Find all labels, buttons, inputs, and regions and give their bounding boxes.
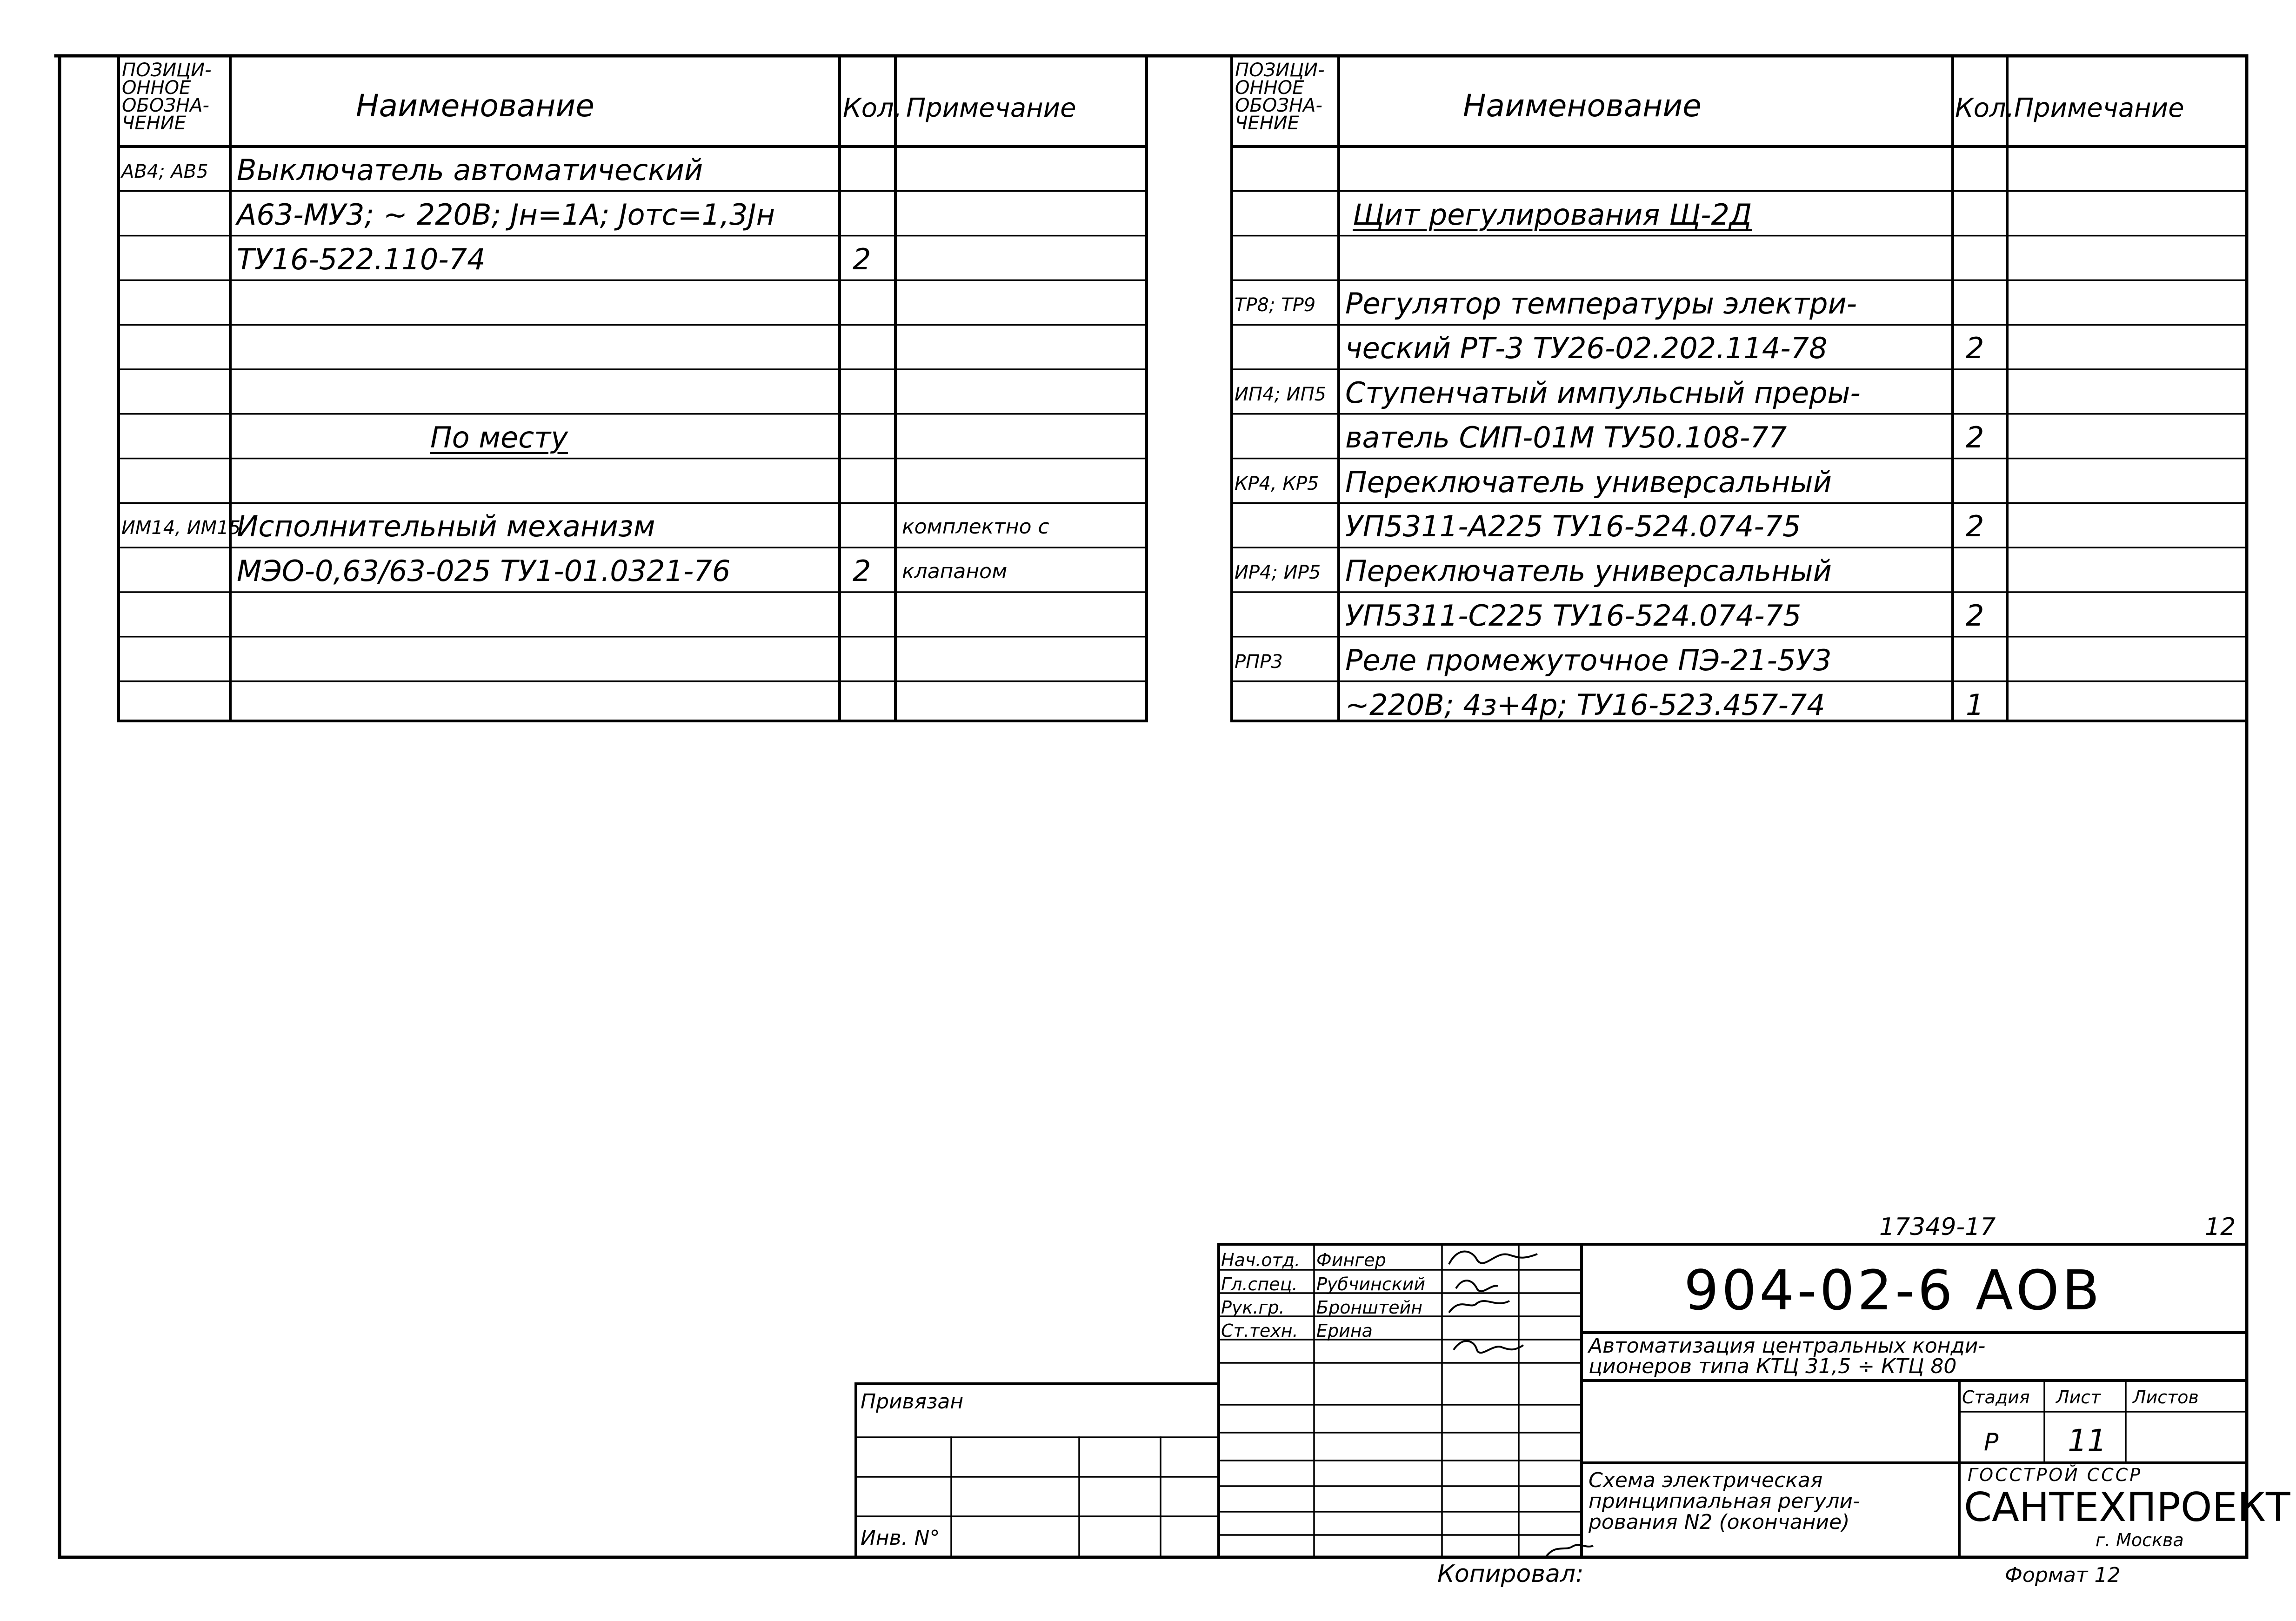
- left-header-qty: Кол.: [843, 93, 902, 123]
- signer-4: Ерина: [1316, 1321, 1373, 1341]
- doc-code: 904-02-6 АОВ: [1684, 1258, 2102, 1322]
- right_table-row-name: Ступенчатый импульсный преры-: [1345, 376, 1861, 410]
- sheet-title: Схема электрическая принципиальная регули- рования N2 (окончание): [1589, 1468, 1860, 1534]
- right-header-qty: Кол.: [1955, 93, 2015, 123]
- left_table-row-position: ИМ14, ИМ15: [121, 517, 241, 539]
- org-name: САНТЕХПРОЕКТ: [1964, 1484, 2290, 1531]
- left_table-row-name: МЭО-0,63/63-025 ТУ1-01.0321-76: [237, 554, 731, 588]
- right_table-row-name: ~220В; 4з+4р; ТУ16-523.457-74: [1345, 687, 1825, 722]
- stage-value: Р: [1984, 1428, 1999, 1456]
- right_table-row-name: УП5311-С225 ТУ16-524.074-75: [1345, 599, 1802, 633]
- right-header-note: Примечание: [2014, 93, 2184, 123]
- sheet-value: 11: [2068, 1423, 2107, 1459]
- right_table-row-position: ИР4; ИР5: [1235, 562, 1321, 584]
- right_table-row-name: Щит регулирования Щ-2Д: [1353, 197, 1752, 232]
- signer-2: Рубчинский: [1316, 1274, 1426, 1294]
- right_table-row-name: УП5311-А225 ТУ16-524.074-75: [1345, 509, 1801, 544]
- right_table-row-name: Регулятор температуры электри-: [1345, 287, 1857, 321]
- right_table-row-position: РПР3: [1235, 651, 1283, 673]
- sheets-label: Листов: [2133, 1387, 2199, 1408]
- role-1: Нач.отд.: [1221, 1250, 1301, 1270]
- inv-number-label: Инв. N°: [861, 1526, 940, 1550]
- left-header-name: Наименование: [356, 88, 594, 124]
- right-header-name: Наименование: [1463, 88, 1702, 124]
- right_table-row-qty: 2: [1966, 331, 1984, 366]
- privyazan-label: Привязан: [861, 1390, 964, 1414]
- left_table-row-position: АВ4; АВ5: [121, 161, 208, 182]
- right_table-row-name: Переключатель универсальный: [1345, 465, 1832, 499]
- left_table-row-note: клапаном: [902, 560, 1008, 584]
- right_table-row-name: Переключатель универсальный: [1345, 554, 1832, 588]
- right_table-row-qty: 1: [1966, 687, 1984, 722]
- archive-number: 17349-17: [1879, 1213, 1996, 1241]
- org-top: ГОССТРОЙ СССР: [1968, 1465, 2142, 1485]
- stage-label: Стадия: [1962, 1387, 2030, 1408]
- left_table-row-name: Выключатель автоматический: [237, 153, 703, 187]
- left-header-note: Примечание: [906, 93, 1076, 123]
- left_table-row-qty: 2: [853, 242, 871, 276]
- left_table-row-qty: 2: [853, 554, 871, 588]
- org-city: г. Москва: [2096, 1530, 2184, 1550]
- right_table-row-name: ческий РТ-3 ТУ26-02.202.114-78: [1345, 331, 1828, 366]
- role-3: Рук.гр.: [1221, 1297, 1285, 1318]
- left_table-row-name: По месту: [430, 420, 568, 454]
- right_table-row-qty: 2: [1966, 420, 1984, 454]
- signature-marks: [1449, 1252, 1593, 1556]
- left-header-position: ПОЗИЦИ- ОННОЕ ОБОЗНА- ЧЕНИЕ: [122, 60, 212, 134]
- right_table-row-position: КР4, КР5: [1235, 473, 1319, 494]
- role-2: Гл.спец.: [1221, 1274, 1298, 1294]
- left_table-row-name: А63-МУ3; ~ 220В; Jн=1А; Jотс=1,3Jн: [237, 197, 775, 232]
- right_table-row-qty: 2: [1966, 599, 1984, 633]
- sheet-label: Лист: [2056, 1387, 2101, 1408]
- project-title: Автоматизация центральных конди- ционеров типа КТЦ 31,5 ÷ КТЦ 80: [1589, 1334, 1986, 1378]
- left_table-row-note: комплектно с: [902, 515, 1049, 539]
- left_table-row-name: ТУ16-522.110-74: [237, 242, 486, 276]
- right_table-row-name: ватель СИП-01М ТУ50.108-77: [1345, 420, 1787, 454]
- signer-1: Фингер: [1316, 1250, 1386, 1270]
- right_table-row-position: ТР8; ТР9: [1235, 294, 1316, 316]
- page-number: 12: [2205, 1213, 2236, 1241]
- right_table-row-qty: 2: [1966, 509, 1984, 544]
- role-4: Ст.техн.: [1221, 1321, 1298, 1341]
- right-header-position: ПОЗИЦИ- ОННОЕ ОБОЗНА- ЧЕНИЕ: [1235, 60, 1325, 134]
- left_table-row-name: Исполнительный механизм: [237, 509, 655, 544]
- format-label: Формат 12: [2005, 1563, 2121, 1587]
- right_table-row-position: ИП4; ИП5: [1235, 384, 1327, 405]
- signer-3: Бронштейн: [1316, 1297, 1423, 1318]
- right_table-row-name: Реле промежуточное ПЭ-21-5У3: [1345, 643, 1832, 677]
- copied-by-label: Копировал:: [1437, 1560, 1584, 1588]
